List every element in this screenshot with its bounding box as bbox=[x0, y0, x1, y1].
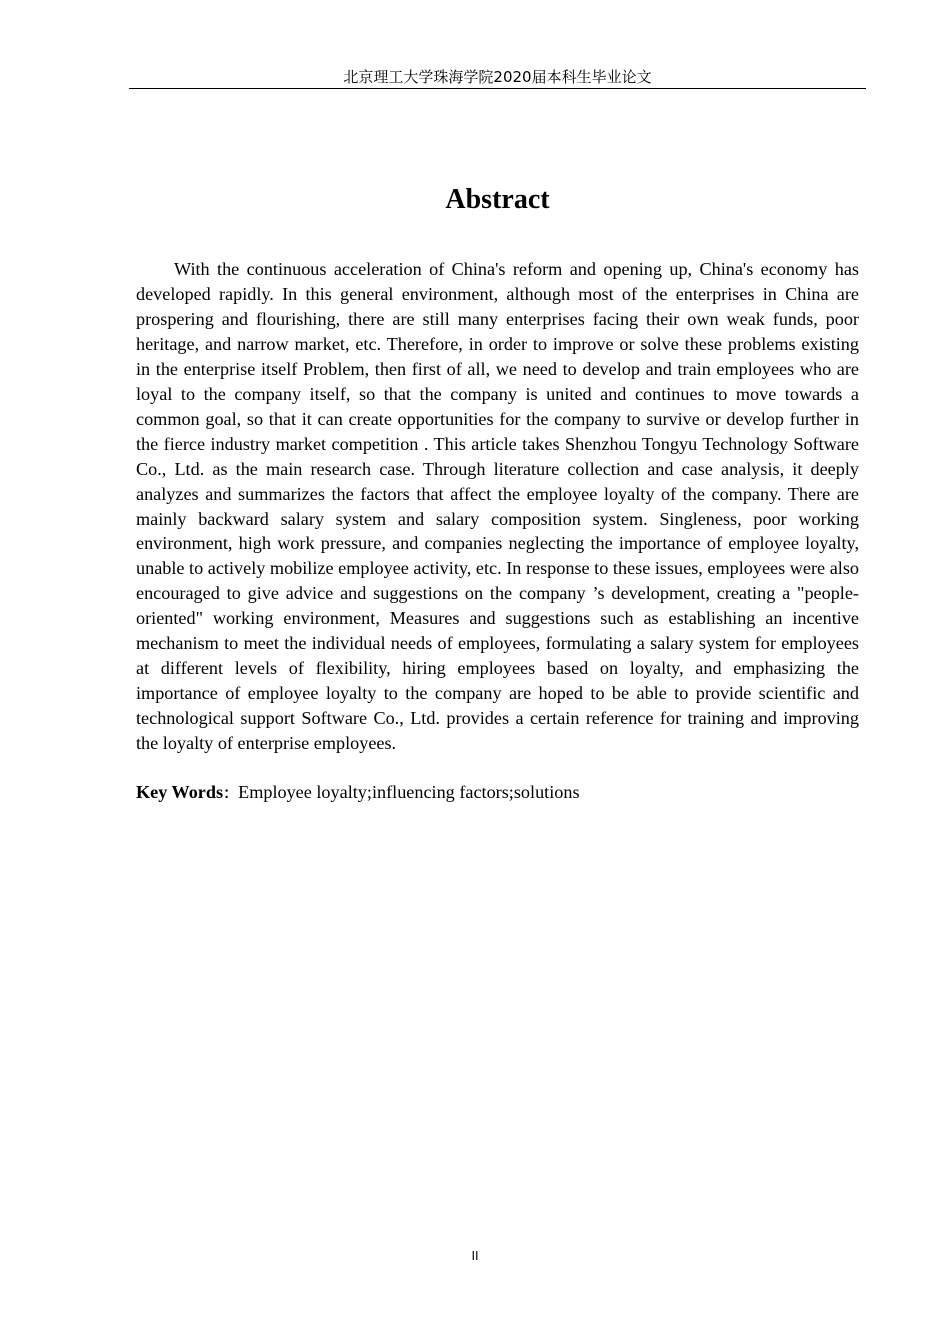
page-header: 北京理工大学珠海学院2020届本科生毕业论文 bbox=[129, 66, 866, 89]
keywords-separator: ： bbox=[223, 784, 239, 802]
abstract-title: Abstract bbox=[445, 184, 550, 215]
keywords-value: Employee loyalty;influencing factors;solutions bbox=[238, 782, 580, 802]
page-number: II bbox=[471, 1249, 479, 1263]
abstract-body: With the continuous acceleration of China's reform and opening up, China's economy has developed rapidly. In this general environment, although most of the enterprises in China are prospering and flourishing, there are still many enterprises facing their own weak funds, poor heritage, and narrow market, etc. Therefore, in order to improve or solve these problems existing in the enterprise itself Problem, then first of all, we need to develop and train employees who are loyal to the company itself, so that the company is united and continues to move towards a common goal, so that it can create opportunities for the company to survive or develop further in the fierce industry market competition . This article takes Shenzhou Tongyu Technology Software Co., Ltd. as the main research case. Through literature collection and case analysis, it deeply analyzes and summarizes the factors that affect the employee loyalty of the company. There are mainly backward salary system and salary composition system. Singleness, poor working environment, high work pressure, and companies neglecting the importance of employee loyalty, unable to actively mobilize employee activity, etc. In response to these issues, employees were also encouraged to give advice and suggestions on the company ’s development, creating a "people-oriented" working environment, Measures and suggestions such as establishing an incentive mechanism to meet the individual needs of employees, formulating a salary system for employees at different levels of flexibility, hiring employees based on loyalty, and emphasizing the importance of employee loyalty to the company are hoped to be able to provide scientific and technological support Software Co., Ltd. provides a certain reference for training and improving the loyalty of enterprise employees. bbox=[136, 259, 859, 754]
keywords-label: Key Words bbox=[136, 782, 224, 802]
keywords-line bbox=[136, 780, 859, 806]
